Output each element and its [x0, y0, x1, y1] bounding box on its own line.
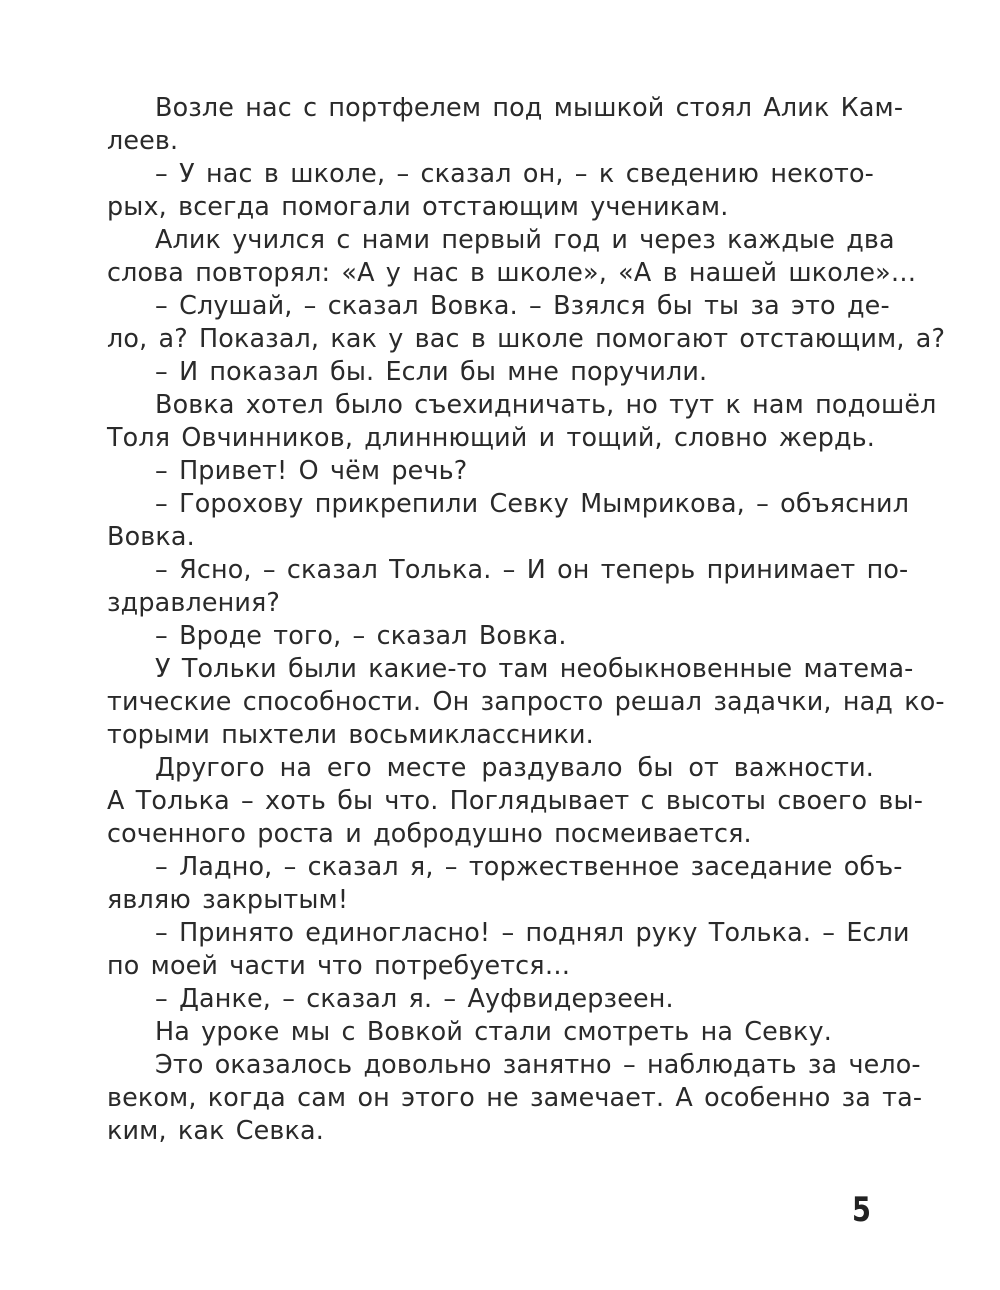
paragraph: [107, 553, 909, 619]
text-line: – У нас в школе, – сказал он, – к сведению некото-: [155, 158, 874, 188]
paragraph: [107, 487, 910, 553]
text-line: – И показал бы. Если бы мне поручили.: [155, 356, 708, 386]
paragraph: [107, 850, 903, 916]
text-line: – Слушай, – сказал Вовка. – Взялся бы ты за это де-: [155, 290, 890, 320]
paragraph: [107, 1048, 923, 1147]
paragraph: [107, 223, 917, 289]
text-line: Возле нас с портфелем под мышкой стоял Алик Кам-: [155, 92, 904, 122]
paragraph: [107, 619, 874, 652]
page-number: 5: [852, 1190, 871, 1230]
text-line: – Данке, – сказал я. – Ауфвидерзеен.: [155, 983, 674, 1013]
text-line: Другого на его месте раздувало бы от важности.: [155, 752, 874, 782]
text-line: являю закрытым!: [107, 884, 349, 914]
text-line: ло, а? Показал, как у вас в школе помогают отстающим, а?: [107, 323, 946, 353]
paragraph: [107, 454, 874, 487]
text-line: – Привет! О чём речь?: [155, 455, 468, 485]
paragraph: [107, 157, 874, 223]
text-line: веком, когда сам он этого не замечает. А особенно за та-: [107, 1082, 923, 1112]
text-line: рых, всегда помогали отстающим ученикам.: [107, 191, 729, 221]
text-line: леев.: [107, 125, 179, 155]
text-line: здравления?: [107, 587, 281, 617]
text-line: тические способности. Он запросто решал задачки, над ко-: [107, 686, 945, 716]
text-line: – Принято единогласно! – поднял руку Толька. – Если: [155, 917, 910, 947]
paragraph: [107, 355, 874, 388]
text-line: У Тольки были какие-то там необыкновенные матема-: [155, 653, 914, 683]
text-line: слова повторял: «А у нас в школе», «А в нашей школе»…: [107, 257, 917, 287]
text-line: торыми пыхтели восьмиклассники.: [107, 719, 594, 749]
paragraph: [107, 751, 924, 850]
paragraph: [107, 982, 874, 1015]
text-line: соченного роста и добродушно посмеивается.: [107, 818, 752, 848]
text-line: А Толька – хоть бы что. Поглядывает с высоты своего вы-: [107, 785, 924, 815]
text-line: Вовка хотел было съехидничать, но тут к нам подошёл: [155, 389, 937, 419]
text-line: – Ладно, – сказал я, – торжественное заседание объ-: [155, 851, 903, 881]
text-line: Толя Овчинников, длиннющий и тощий, словно жердь.: [107, 422, 876, 452]
text-line: – Вроде того, – сказал Вовка.: [155, 620, 567, 650]
paragraph: [107, 91, 904, 157]
text-line: Алик учился с нами первый год и через каждые два: [155, 224, 895, 254]
text-line: по моей части что потребуется…: [107, 950, 571, 980]
text-line: – Горохову прикрепили Севку Мымрикова, – объяснил: [155, 488, 910, 518]
paragraph: [107, 289, 946, 355]
text-line: Это оказалось довольно занятно – наблюдать за чело-: [155, 1049, 921, 1079]
text-line: Вовка.: [107, 521, 195, 551]
paragraph: [107, 916, 910, 982]
paragraph: [107, 1015, 874, 1048]
paragraph: [107, 388, 937, 454]
paragraph: [107, 652, 945, 751]
text-line: – Ясно, – сказал Толька. – И он теперь принимает по-: [155, 554, 909, 584]
text-line: ким, как Севка.: [107, 1115, 324, 1145]
text-line: На уроке мы с Вовкой стали смотреть на Севку.: [155, 1016, 832, 1046]
body-text: [107, 91, 946, 1147]
